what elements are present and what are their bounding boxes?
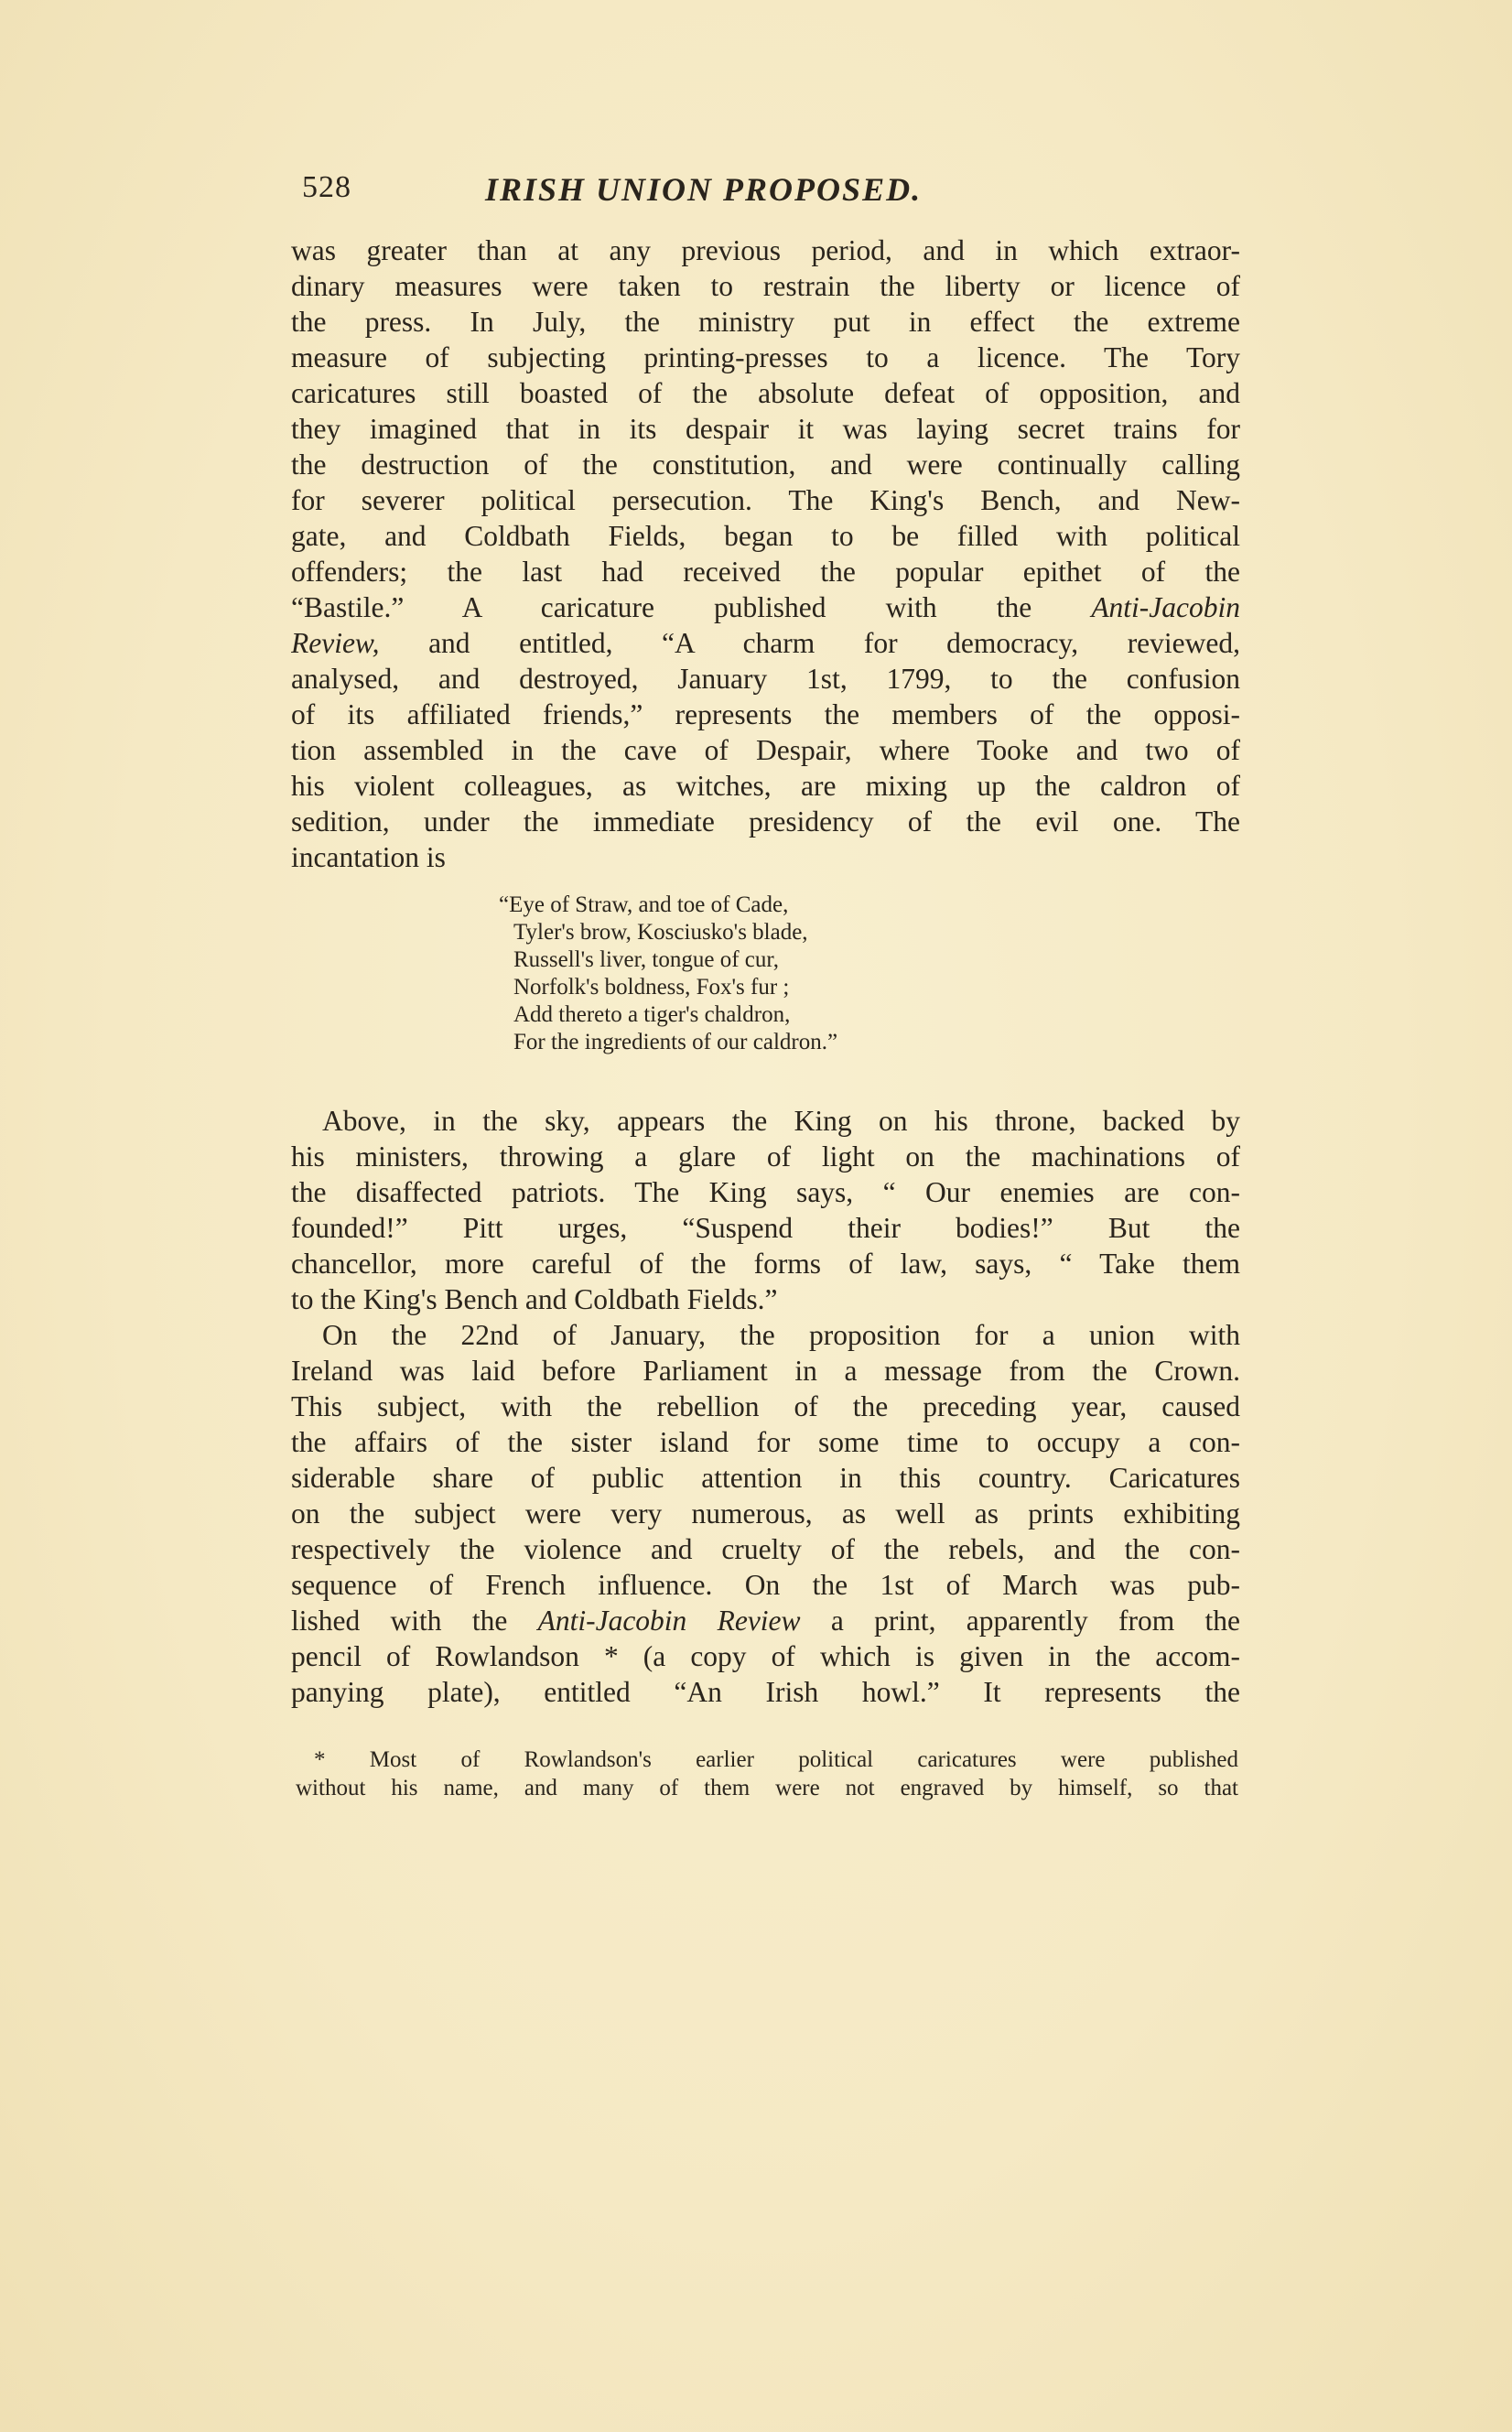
page-header	[302, 170, 1245, 222]
text-line: gate, and Coldbath Fields, began to be filled with political	[291, 520, 1240, 552]
page-number: 528	[302, 170, 351, 204]
text-line: the disaffected patriots. The King says, “ Our enemies are con-	[291, 1176, 1240, 1208]
text-line: siderable share of public attention in this country. Caricatures	[291, 1462, 1240, 1494]
verse-line: Add thereto a tiger's chaldron,	[513, 1002, 791, 1027]
text-line: analysed, and destroyed, January 1st, 1799, to the confusion	[291, 663, 1240, 695]
text-fragment: lished with the	[291, 1605, 508, 1637]
text-line: On the 22nd of January, the proposition for a union with	[322, 1319, 1240, 1351]
text-line: pencil of Rowlandson * (a copy of which is given in the accom-	[291, 1640, 1240, 1672]
text-line	[291, 1603, 1240, 1638]
running-head: IRISH UNION PROPOSED.	[485, 171, 923, 208]
text-line: for severer political persecution. The King's Bench, and New-	[291, 484, 1240, 516]
text-line: the destruction of the constitution, and were continually calling	[291, 449, 1240, 481]
text-line: on the subject were very numerous, as well as prints exhibiting	[291, 1497, 1240, 1529]
text-line: his violent colleagues, as witches, are mixing up the caldron of	[291, 770, 1240, 802]
text-line: caricatures still boasted of the absolute defeat of opposition, and	[291, 377, 1240, 409]
text-line: they imagined that in its despair it was laying secret trains for	[291, 413, 1240, 445]
text-line: measure of subjecting printing-presses to a licence. The Tory	[291, 341, 1240, 373]
text-line: of its affiliated friends,” represents the members of the opposi-	[291, 698, 1240, 730]
text-fragment: and entitled, “A charm for democracy, reviewed,	[428, 627, 1240, 659]
footnote-line: without his name, and many of them were not engraved by himself, so that	[296, 1776, 1238, 1800]
text-line: panying plate), entitled “An Irish howl.” It represents the	[291, 1676, 1240, 1708]
verse-line: Russell's liver, tongue of cur,	[513, 947, 779, 972]
text-line: founded!” Pitt urges, “Suspend their bodies!” But the	[291, 1212, 1240, 1244]
text-line	[291, 589, 1240, 625]
text-line: the affairs of the sister island for some time to occupy a con-	[291, 1426, 1240, 1458]
text-line: incantation is	[291, 841, 446, 873]
italic-title: Anti-Jacobin	[1091, 591, 1240, 623]
verse-line: Tyler's brow, Kosciusko's blade,	[513, 920, 808, 945]
text-line: sequence of French influence. On the 1st of March was pub-	[291, 1569, 1240, 1601]
text-fragment: “Bastile.” A caricature published with the	[291, 591, 1032, 623]
text-line: to the King's Bench and Coldbath Fields.”	[291, 1283, 778, 1315]
footnote-line: * Most of Rowlandson's earlier political caricatures were published	[314, 1747, 1238, 1772]
text-line: the press. In July, the ministry put in effect the extreme	[291, 306, 1240, 338]
text-line: was greater than at any previous period, and in which extraor-	[291, 234, 1240, 266]
verse-line: Norfolk's boldness, Fox's fur ;	[513, 975, 790, 1000]
text-line: chancellor, more careful of the forms of law, says, “ Take them	[291, 1248, 1240, 1280]
footnote	[296, 1746, 1238, 1802]
text-line: This subject, with the rebellion of the preceding year, caused	[291, 1390, 1240, 1422]
text-fragment: a print, apparently from the	[830, 1605, 1240, 1637]
text-line	[291, 625, 1240, 661]
text-line: offenders; the last had received the popular epithet of the	[291, 556, 1240, 588]
italic-title: Review,	[291, 627, 380, 659]
text-line: Ireland was laid before Parliament in a message from the Crown.	[291, 1355, 1240, 1387]
text-line: his ministers, throwing a glare of light on the machinations of	[291, 1140, 1240, 1173]
text-line: tion assembled in the cave of Despair, where Tooke and two of	[291, 734, 1240, 766]
paragraph-1	[291, 232, 1240, 875]
verse-line: For the ingredients of our caldron.”	[513, 1030, 838, 1054]
italic-title: Anti-Jacobin Review	[537, 1605, 801, 1637]
text-line: sedition, under the immediate presidency of the evil one. The	[291, 805, 1240, 838]
text-line: respectively the violence and cruelty of the rebels, and the con-	[291, 1533, 1240, 1565]
verse-line: “Eye of Straw, and toe of Cade,	[499, 892, 789, 917]
text-line: dinary measures were taken to restrain the liberty or licence of	[291, 270, 1240, 302]
incantation-verse	[499, 892, 1011, 1056]
text-line: Above, in the sky, appears the King on his throne, backed by	[322, 1105, 1240, 1137]
paragraphs-2-3	[291, 1103, 1240, 1710]
